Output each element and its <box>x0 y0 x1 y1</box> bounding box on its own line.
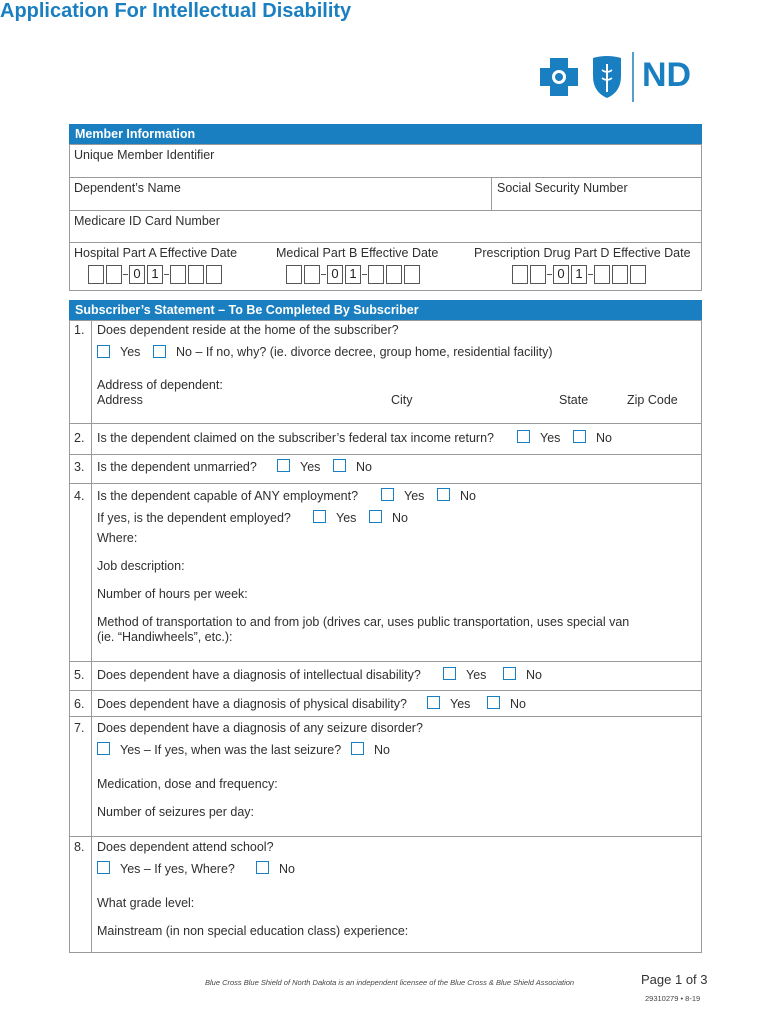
q2-no-label: No <box>596 431 612 445</box>
state-label: State <box>559 393 589 407</box>
job-description-field[interactable] <box>195 557 700 573</box>
transportation-field[interactable] <box>252 628 700 644</box>
part-a-year-digit-1[interactable] <box>170 265 186 284</box>
q8-number: 8. <box>74 840 85 854</box>
q4-number: 4. <box>74 489 85 503</box>
bcbs-logo <box>538 52 698 102</box>
hours-per-week-field[interactable] <box>258 585 700 601</box>
q1-yes-checkbox[interactable] <box>97 345 110 358</box>
subscriber-statement-header: Subscriber’s Statement – To Be Completed By Subscriber <box>69 300 702 320</box>
part-a-month-digit-1[interactable] <box>88 265 104 284</box>
part-d-day-digit-1[interactable]: 0 <box>553 265 569 284</box>
mainstream-field[interactable] <box>412 922 700 938</box>
q2-no-checkbox[interactable] <box>573 430 586 443</box>
transportation-label-line2: (ie. “Handiwheels”, etc.): <box>97 630 233 644</box>
page-number: Page 1 of 3 <box>641 972 708 987</box>
q1-no-checkbox[interactable] <box>153 345 166 358</box>
q4-employed-no-checkbox[interactable] <box>369 510 382 523</box>
q5-yes-label: Yes <box>466 668 487 682</box>
q7-no-label: No <box>374 743 390 757</box>
job-description-label: Job description: <box>97 559 185 573</box>
part-a-month-digit-2[interactable] <box>106 265 122 284</box>
part-d-year-digit-2[interactable] <box>612 265 628 284</box>
unique-member-identifier-label: Unique Member Identifier <box>74 148 215 162</box>
q6-yes-label: Yes <box>450 697 471 711</box>
q5-no-label: No <box>526 668 542 682</box>
q4-employed-question: If yes, is the dependent employed? <box>97 511 291 525</box>
dependent-address-field[interactable] <box>92 406 701 422</box>
part-b-day-digit-1[interactable]: 0 <box>327 265 343 284</box>
ssn-label: Social Security Number <box>497 181 628 195</box>
q5-no-checkbox[interactable] <box>503 667 516 680</box>
dependents-name-label: Dependent’s Name <box>74 181 181 195</box>
member-info-header: Member Information <box>69 124 702 144</box>
address-of-dependent-label: Address of dependent: <box>97 378 223 392</box>
grade-level-field[interactable] <box>200 894 700 910</box>
q4-employed-yes-label: Yes <box>336 511 357 525</box>
part-b-year-digit-1[interactable] <box>368 265 384 284</box>
part-d-year-digit-1[interactable] <box>594 265 610 284</box>
ssn-field[interactable] <box>493 193 701 209</box>
part-d-month-digit-1[interactable] <box>512 265 528 284</box>
part-d-year-digit-3[interactable] <box>630 265 646 284</box>
logo-state-text: ND <box>642 56 692 94</box>
part-a-year-digit-3[interactable] <box>206 265 222 284</box>
q3-question: Is the dependent unmarried? <box>97 460 257 474</box>
q3-number: 3. <box>74 460 85 474</box>
part-d-day-digit-2[interactable]: 1 <box>571 265 587 284</box>
q4-no-label: No <box>460 489 476 503</box>
where-label: Where: <box>97 531 138 545</box>
part-a-day-digit-1[interactable]: 0 <box>129 265 145 284</box>
q8-yes-label: Yes – If yes, Where? <box>120 862 235 876</box>
part-a-day-digit-2[interactable]: 1 <box>147 265 163 284</box>
q1-no-label: No – If no, why? (ie. divorce decree, group home, residential facility) <box>176 345 553 359</box>
part-b-month-digit-2[interactable] <box>304 265 320 284</box>
part-d-label: Prescription Drug Part D Effective Date <box>474 246 691 260</box>
last-seizure-field[interactable] <box>92 758 701 776</box>
part-a-date-field[interactable] <box>88 265 238 287</box>
part-b-month-digit-1[interactable] <box>286 265 302 284</box>
school-where-field[interactable] <box>92 877 701 895</box>
q4-employed-yes-checkbox[interactable] <box>313 510 326 523</box>
q8-no-checkbox[interactable] <box>256 861 269 874</box>
q8-yes-checkbox[interactable] <box>97 861 110 874</box>
transportation-label-line1: Method of transportation to and from job (drives car, uses public transportation, uses special van <box>97 615 630 629</box>
q5-yes-checkbox[interactable] <box>443 667 456 680</box>
q1-question: Does dependent reside at the home of the subscriber? <box>97 323 399 337</box>
mainstream-label: Mainstream (in non special education class) experience: <box>97 924 409 938</box>
part-b-date-field[interactable] <box>286 265 436 287</box>
part-d-month-digit-2[interactable] <box>530 265 546 284</box>
part-d-date-field[interactable] <box>512 265 662 287</box>
q2-question: Is the dependent claimed on the subscriber’s federal tax income return? <box>97 431 494 445</box>
q8-question: Does dependent attend school? <box>97 840 274 854</box>
q2-yes-label: Yes <box>540 431 561 445</box>
part-b-year-digit-3[interactable] <box>404 265 420 284</box>
q7-number: 7. <box>74 721 85 735</box>
zip-code-label: Zip Code <box>627 393 678 407</box>
q3-yes-label: Yes <box>300 460 321 474</box>
q7-question: Does dependent have a diagnosis of any seizure disorder? <box>97 721 423 735</box>
q4-no-checkbox[interactable] <box>437 488 450 501</box>
q7-yes-checkbox[interactable] <box>97 742 110 755</box>
page-title: Application For Intellectual Disability <box>0 0 352 22</box>
seizures-per-day-label: Number of seizures per day: <box>97 805 255 819</box>
q7-yes-label: Yes – If yes, when was the last seizure? <box>120 743 342 757</box>
license-footnote: Blue Cross Blue Shield of North Dakota is an independent licensee of the Blue Cross & Blue Shield Association <box>205 978 575 987</box>
unique-member-identifier-field[interactable] <box>69 160 702 176</box>
q4-employed-no-label: No <box>392 511 408 525</box>
part-a-label: Hospital Part A Effective Date <box>74 246 238 260</box>
q6-number: 6. <box>74 697 85 711</box>
medicare-id-label: Medicare ID Card Number <box>74 214 220 228</box>
part-b-label: Medical Part B Effective Date <box>276 246 439 260</box>
q2-number: 2. <box>74 431 85 445</box>
q5-question: Does dependent have a diagnosis of intellectual disability? <box>97 668 421 682</box>
medication-label: Medication, dose and frequency: <box>97 777 278 791</box>
q8-no-label: No <box>279 862 295 876</box>
q6-yes-checkbox[interactable] <box>427 696 440 709</box>
q3-no-checkbox[interactable] <box>333 459 346 472</box>
q6-question: Does dependent have a diagnosis of physical disability? <box>97 697 407 711</box>
q2-yes-checkbox[interactable] <box>517 430 530 443</box>
q1-reason-field[interactable] <box>92 360 701 378</box>
form-number: 29310279 • 8-19 <box>645 994 701 1003</box>
q1-yes-label: Yes <box>120 345 141 359</box>
hours-per-week-label: Number of hours per week: <box>97 587 248 601</box>
grade-level-label: What grade level: <box>97 896 195 910</box>
q4-question: Is the dependent capable of ANY employment? <box>97 489 359 503</box>
city-label: City <box>391 393 413 407</box>
where-field[interactable] <box>140 529 700 545</box>
dependents-name-field[interactable] <box>69 193 489 209</box>
q4-yes-checkbox[interactable] <box>381 488 394 501</box>
q3-yes-checkbox[interactable] <box>277 459 290 472</box>
q3-no-label: No <box>356 460 372 474</box>
part-a-year-digit-2[interactable] <box>188 265 204 284</box>
seizures-per-day-field[interactable] <box>262 803 700 819</box>
medicare-id-field[interactable] <box>69 226 702 241</box>
medication-field[interactable] <box>285 775 700 791</box>
q7-no-checkbox[interactable] <box>351 742 364 755</box>
part-b-day-digit-2[interactable]: 1 <box>345 265 361 284</box>
q1-number: 1. <box>74 323 85 337</box>
q4-yes-label: Yes <box>404 489 425 503</box>
address-label: Address <box>97 393 143 407</box>
q6-no-label: No <box>510 697 526 711</box>
q5-number: 5. <box>74 668 85 682</box>
part-b-year-digit-2[interactable] <box>386 265 402 284</box>
q6-no-checkbox[interactable] <box>487 696 500 709</box>
